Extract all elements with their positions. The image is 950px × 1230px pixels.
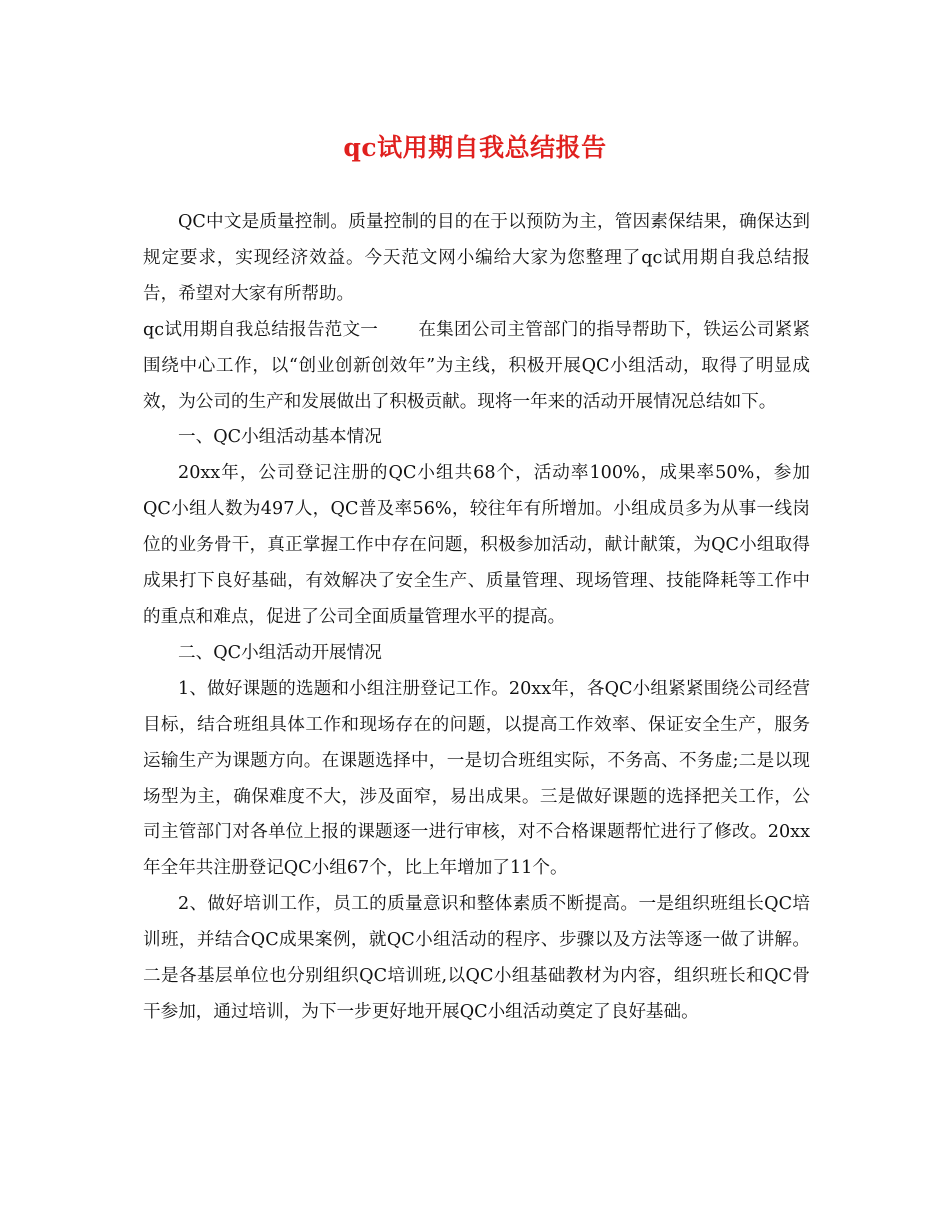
section-heading-1: 一、QC小组活动基本情况: [178, 427, 382, 448]
section-heading-2: 二、QC小组活动开展情况: [178, 642, 382, 663]
sample-paragraph: [143, 313, 810, 421]
sample-label: qc试用期自我总结报告范文一: [143, 319, 379, 340]
paragraph-1: 20xx年，公司登记注册的QC小组共68个，活动率100%，成果率50%，参加QC小组人数为497人，QC普及率56%，较往年有所增加。小组成员多为从事一线岗位的业务骨干，真正掌握工作中存在问题，积极参加活动，献计献策，为QC小组取得成果打下良好基础，有效解决了安全生产、质量管理、现场管理、技能降耗等工作中的重点和难点，促进了公司全面质量管理水平的提高。: [143, 463, 810, 627]
document-body: [143, 205, 810, 1031]
paragraph-3: 2、做好培训工作，员工的质量意识和整体素质不断提高。一是组织班组长QC培训班，并结合QC成果案例，就QC小组活动的程序、步骤以及方法等逐一做了讲解。二是各基层单位也分别组织QC培训班,以QC小组基础教材为内容，组织班长和QC骨干参加，通过培训，为下一步更好地开展QC小组活动奠定了良好基础。: [143, 894, 810, 1022]
document-title: qc试用期自我总结报告: [343, 133, 607, 162]
sample-text: 在集团公司主管部门的指导帮助下，铁运公司紧紧围绕中心工作，以“创业创新创效年”为主线，积极开展QC小组活动，取得了明显成效，为公司的生产和发展做出了积极贡献。现将一年来的活动开展情况总结如下。: [143, 319, 810, 412]
intro-paragraph: QC中文是质量控制。质量控制的目的在于以预防为主，管因素保结果，确保达到规定要求，实现经济效益。今天范文网小编给大家为您整理了qc试用期自我总结报告，希望对大家有所帮助。: [143, 212, 810, 304]
paragraph-2: 1、做好课题的选题和小组注册登记工作。20xx年，各QC小组紧紧围绕公司经营目标，结合班组具体工作和现场存在的问题，以提高工作效率、保证安全生产，服务运输生产为课题方向。在课题选择中，一是切合班组实际，不务高、不务虚;二是以现场型为主，确保难度不大，涉及面窄，易出成果。三是做好课题的选择把关工作，公司主管部门对各单位上报的课题逐一进行审核，对不合格课题帮忙进行了修改。20xx年全年共注册登记QC小组67个，比上年增加了11个。: [143, 678, 810, 879]
